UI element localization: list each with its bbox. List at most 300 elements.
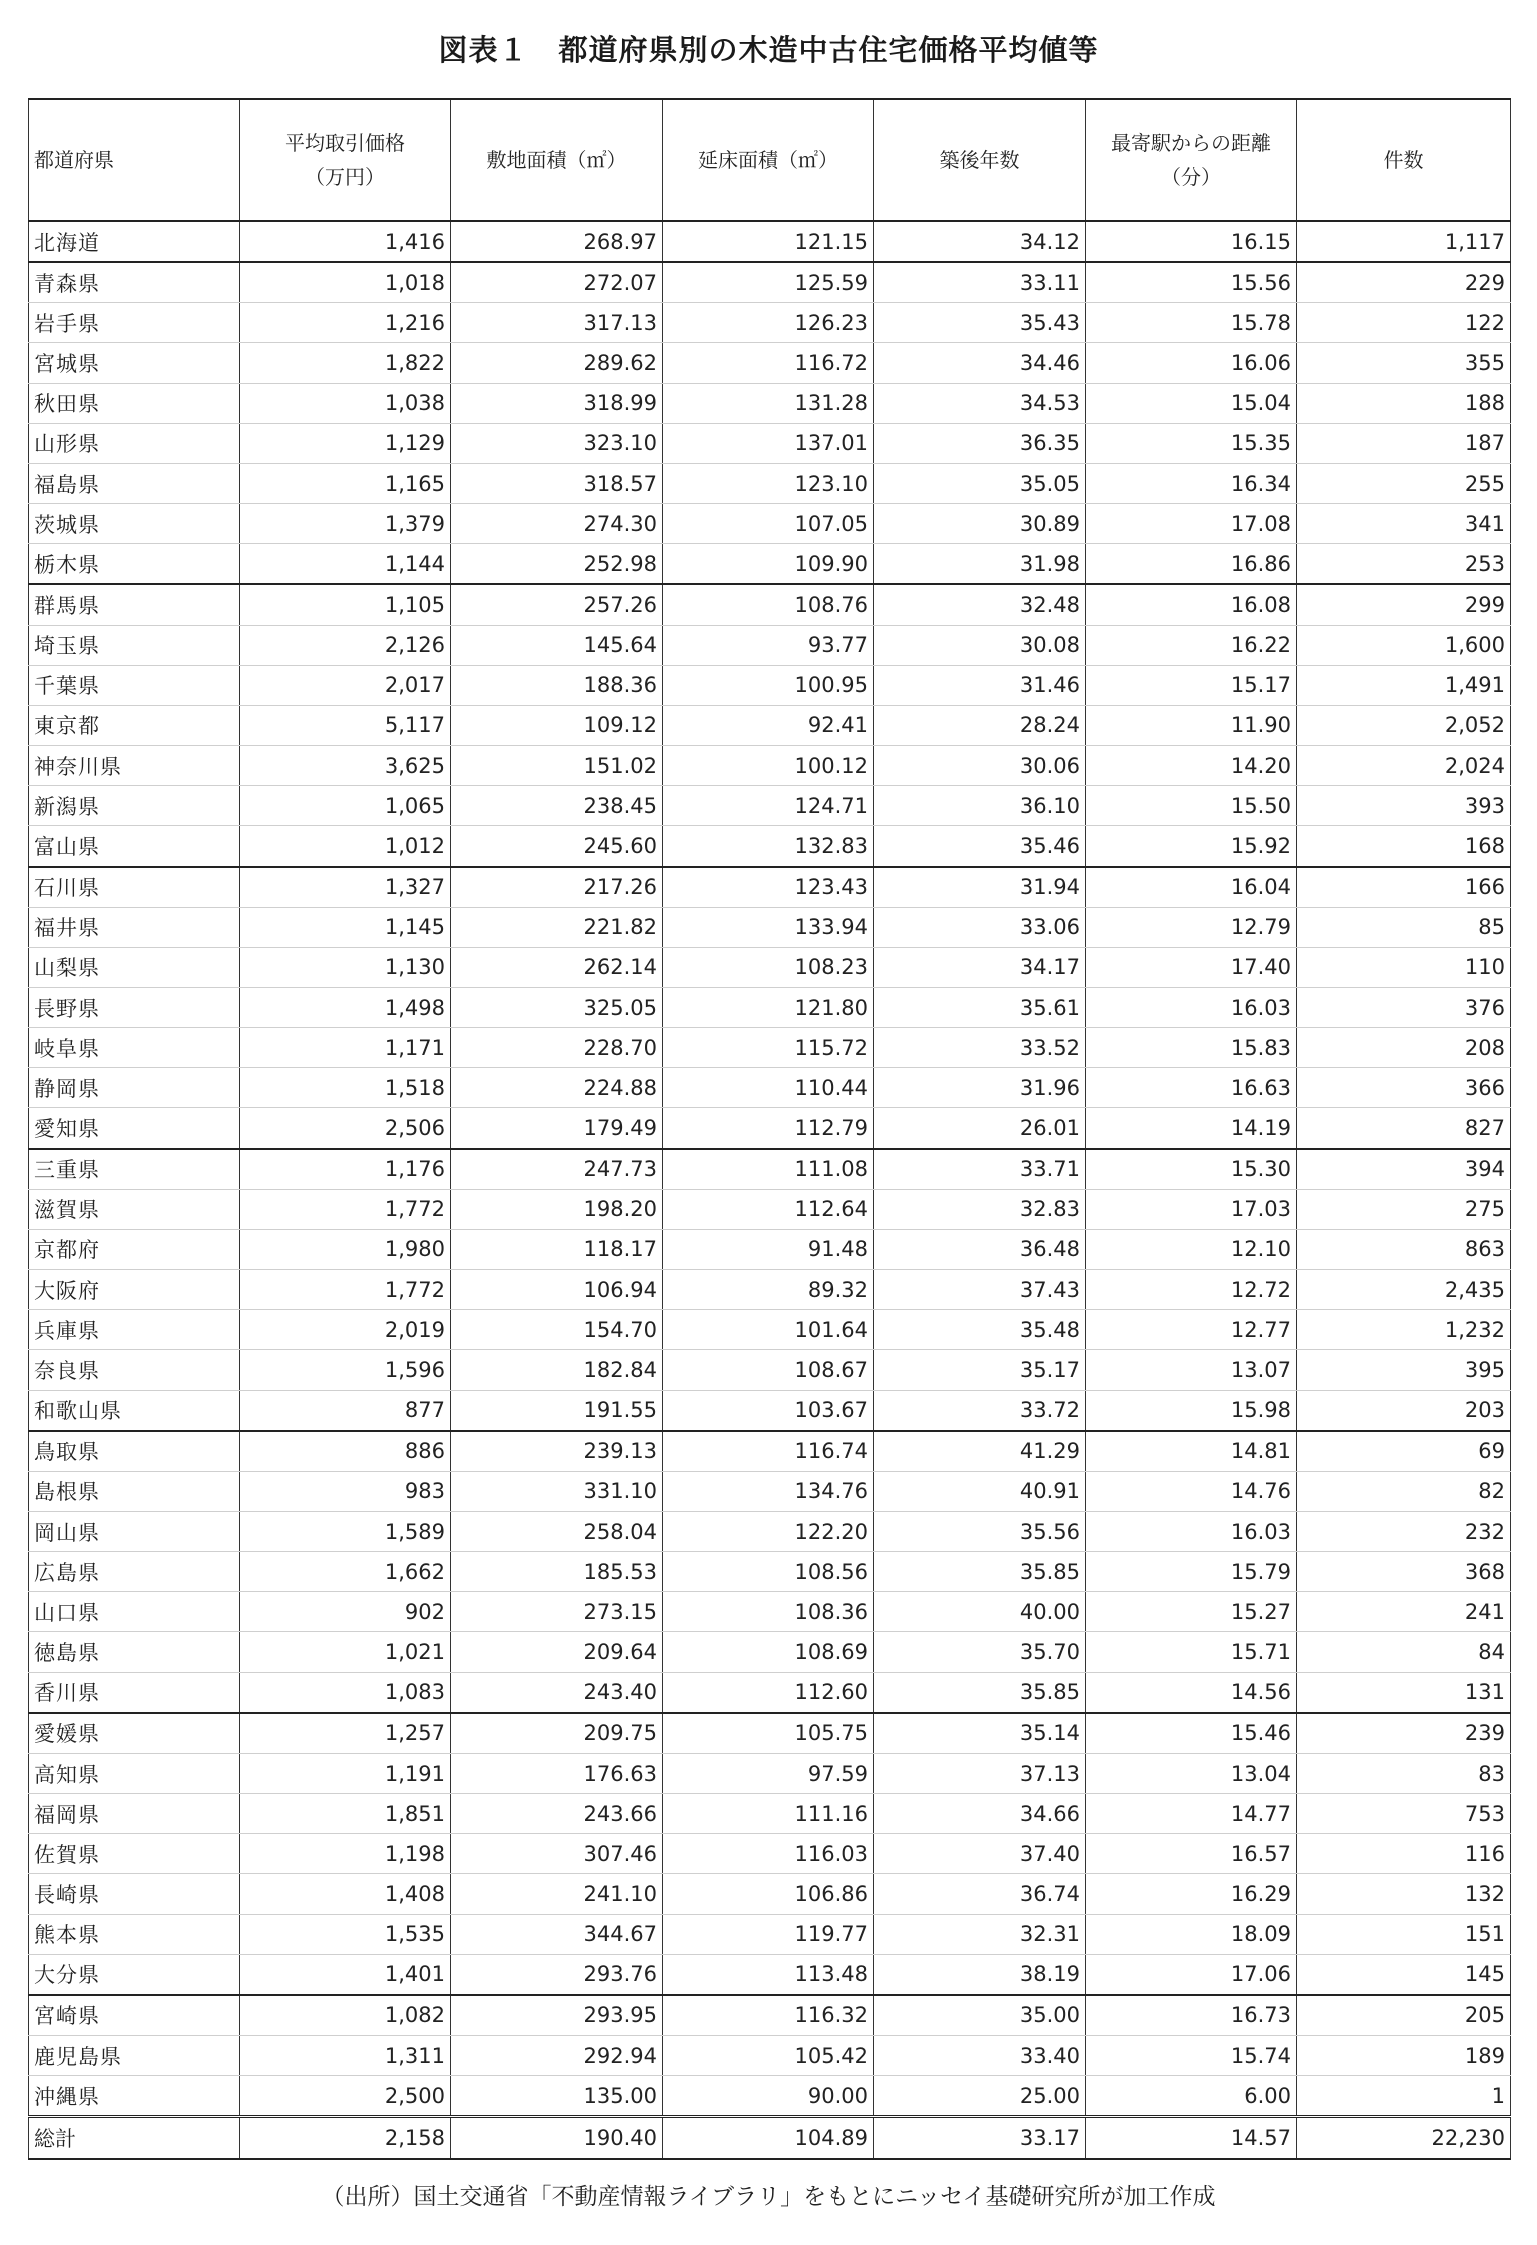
cell-prefecture-name: 佐賀県 [29, 1834, 240, 1874]
cell-prefecture-name: 岐阜県 [29, 1028, 240, 1068]
table-row [29, 1753, 1511, 1793]
price-table [28, 98, 1511, 2160]
cell-station-distance: 16.15 [1086, 221, 1297, 262]
cell-prefecture-name: 新潟県 [29, 786, 240, 826]
cell-count: 393 [1297, 786, 1511, 826]
table-row [29, 1592, 1511, 1632]
cell-building-age: 38.19 [874, 1954, 1086, 1995]
cell-average-price: 1,327 [240, 867, 451, 908]
cell-count: 376 [1297, 987, 1511, 1027]
cell-land-area: 318.99 [451, 383, 663, 423]
cell-station-distance: 16.08 [1086, 584, 1297, 625]
cell-building-age: 40.91 [874, 1471, 1086, 1511]
cell-station-distance: 15.50 [1086, 786, 1297, 826]
cell-floor-area: 105.42 [663, 2036, 874, 2076]
cell-building-age: 34.46 [874, 343, 1086, 383]
table-body [29, 221, 1511, 2117]
table-row [29, 262, 1511, 303]
cell-average-price: 1,662 [240, 1552, 451, 1592]
cell-average-price: 2,017 [240, 665, 451, 705]
cell-average-price: 1,535 [240, 1914, 451, 1954]
cell-average-price: 1,198 [240, 1834, 451, 1874]
cell-prefecture-name: 福井県 [29, 907, 240, 947]
cell-prefecture-name: 愛知県 [29, 1108, 240, 1149]
table-row [29, 1028, 1511, 1068]
cell-building-age: 34.66 [874, 1794, 1086, 1834]
cell-prefecture-name: 鹿児島県 [29, 2036, 240, 2076]
cell-count: 189 [1297, 2036, 1511, 2076]
cell-average-price: 1,129 [240, 423, 451, 463]
cell-building-age: 40.00 [874, 1592, 1086, 1632]
cell-building-age: 33.06 [874, 907, 1086, 947]
cell-average-price: 877 [240, 1390, 451, 1431]
cell-land-area: 106.94 [451, 1270, 663, 1310]
cell-count: 145 [1297, 1954, 1511, 1995]
cell-floor-area: 134.76 [663, 1471, 874, 1511]
cell-prefecture-name: 東京都 [29, 705, 240, 745]
cell-floor-area: 116.74 [663, 1431, 874, 1472]
cell-building-age: 32.48 [874, 584, 1086, 625]
cell-land-area: 198.20 [451, 1189, 663, 1229]
cell-land-area: 239.13 [451, 1431, 663, 1472]
cell-land-area: 221.82 [451, 907, 663, 947]
cell-building-age: 26.01 [874, 1108, 1086, 1149]
cell-building-age: 33.71 [874, 1149, 1086, 1190]
total-label: 総計 [29, 2117, 240, 2160]
cell-land-area: 274.30 [451, 504, 663, 544]
cell-prefecture-name: 石川県 [29, 867, 240, 908]
cell-floor-area: 91.48 [663, 1229, 874, 1269]
table-row [29, 907, 1511, 947]
cell-building-age: 28.24 [874, 705, 1086, 745]
cell-land-area: 224.88 [451, 1068, 663, 1108]
cell-land-area: 289.62 [451, 343, 663, 383]
cell-station-distance: 17.03 [1086, 1189, 1297, 1229]
cell-station-distance: 15.27 [1086, 1592, 1297, 1632]
cell-floor-area: 108.76 [663, 584, 874, 625]
cell-average-price: 1,401 [240, 1954, 451, 1995]
cell-land-area: 182.84 [451, 1350, 663, 1390]
cell-land-area: 217.26 [451, 867, 663, 908]
header-row [29, 99, 1511, 221]
cell-prefecture-name: 京都府 [29, 1229, 240, 1269]
cell-prefecture-name: 静岡県 [29, 1068, 240, 1108]
cell-count: 239 [1297, 1713, 1511, 1754]
table-row [29, 867, 1511, 908]
cell-station-distance: 15.92 [1086, 826, 1297, 867]
table-row [29, 1270, 1511, 1310]
cell-average-price: 1,038 [240, 383, 451, 423]
cell-count: 368 [1297, 1552, 1511, 1592]
cell-station-distance: 13.04 [1086, 1753, 1297, 1793]
cell-average-price: 1,165 [240, 463, 451, 503]
cell-average-price: 1,130 [240, 947, 451, 987]
cell-prefecture-name: 北海道 [29, 221, 240, 262]
cell-count: 116 [1297, 1834, 1511, 1874]
total-count: 22,230 [1297, 2117, 1511, 2160]
cell-floor-area: 107.05 [663, 504, 874, 544]
cell-station-distance: 15.78 [1086, 303, 1297, 343]
column-header-building-age: 築後年数 [874, 99, 1086, 221]
total-station-distance: 14.57 [1086, 2117, 1297, 2160]
cell-prefecture-name: 山口県 [29, 1592, 240, 1632]
cell-average-price: 2,126 [240, 625, 451, 665]
cell-count: 299 [1297, 584, 1511, 625]
cell-count: 122 [1297, 303, 1511, 343]
total-average-price: 2,158 [240, 2117, 451, 2160]
cell-floor-area: 109.90 [663, 544, 874, 585]
cell-count: 232 [1297, 1512, 1511, 1552]
cell-floor-area: 122.20 [663, 1512, 874, 1552]
cell-prefecture-name: 茨城県 [29, 504, 240, 544]
table-row [29, 1512, 1511, 1552]
cell-land-area: 262.14 [451, 947, 663, 987]
cell-land-area: 176.63 [451, 1753, 663, 1793]
cell-building-age: 33.52 [874, 1028, 1086, 1068]
cell-building-age: 31.46 [874, 665, 1086, 705]
table-row [29, 1874, 1511, 1914]
cell-prefecture-name: 岡山県 [29, 1512, 240, 1552]
column-header-station-distance: 最寄駅からの距離 （分） [1086, 99, 1297, 221]
cell-floor-area: 108.67 [663, 1350, 874, 1390]
cell-floor-area: 106.86 [663, 1874, 874, 1914]
cell-average-price: 3,625 [240, 746, 451, 786]
table-footer [29, 2117, 1511, 2160]
cell-count: 229 [1297, 262, 1511, 303]
cell-floor-area: 133.94 [663, 907, 874, 947]
cell-building-age: 36.10 [874, 786, 1086, 826]
cell-station-distance: 15.79 [1086, 1552, 1297, 1592]
cell-land-area: 228.70 [451, 1028, 663, 1068]
total-floor-area: 104.89 [663, 2117, 874, 2160]
cell-land-area: 243.40 [451, 1672, 663, 1713]
cell-prefecture-name: 福島県 [29, 463, 240, 503]
cell-land-area: 154.70 [451, 1310, 663, 1350]
cell-building-age: 30.06 [874, 746, 1086, 786]
table-row [29, 1794, 1511, 1834]
cell-count: 83 [1297, 1753, 1511, 1793]
cell-count: 205 [1297, 1995, 1511, 2036]
cell-count: 84 [1297, 1632, 1511, 1672]
cell-land-area: 317.13 [451, 303, 663, 343]
column-header-floor-area: 延床面積（㎡） [663, 99, 874, 221]
cell-count: 132 [1297, 1874, 1511, 1914]
cell-average-price: 902 [240, 1592, 451, 1632]
cell-station-distance: 14.56 [1086, 1672, 1297, 1713]
cell-station-distance: 12.79 [1086, 907, 1297, 947]
cell-building-age: 36.48 [874, 1229, 1086, 1269]
table-row [29, 1310, 1511, 1350]
cell-floor-area: 90.00 [663, 2076, 874, 2117]
cell-count: 208 [1297, 1028, 1511, 1068]
cell-floor-area: 121.15 [663, 221, 874, 262]
cell-floor-area: 101.64 [663, 1310, 874, 1350]
cell-floor-area: 137.01 [663, 423, 874, 463]
cell-count: 168 [1297, 826, 1511, 867]
cell-prefecture-name: 徳島県 [29, 1632, 240, 1672]
cell-average-price: 1,518 [240, 1068, 451, 1108]
cell-land-area: 268.97 [451, 221, 663, 262]
cell-count: 203 [1297, 1390, 1511, 1431]
cell-prefecture-name: 長野県 [29, 987, 240, 1027]
column-header-average-price: 平均取引価格 （万円） [240, 99, 451, 221]
cell-average-price: 1,171 [240, 1028, 451, 1068]
cell-station-distance: 15.46 [1086, 1713, 1297, 1754]
cell-station-distance: 6.00 [1086, 2076, 1297, 2117]
cell-count: 753 [1297, 1794, 1511, 1834]
cell-prefecture-name: 三重県 [29, 1149, 240, 1190]
cell-building-age: 31.98 [874, 544, 1086, 585]
cell-average-price: 1,083 [240, 1672, 451, 1713]
column-header-land-area: 敷地面積（㎡） [451, 99, 663, 221]
table-row [29, 221, 1511, 262]
cell-average-price: 1,082 [240, 1995, 451, 2036]
cell-building-age: 37.13 [874, 1753, 1086, 1793]
cell-floor-area: 108.69 [663, 1632, 874, 1672]
cell-floor-area: 123.43 [663, 867, 874, 908]
cell-floor-area: 105.75 [663, 1713, 874, 1754]
cell-land-area: 185.53 [451, 1552, 663, 1592]
table-row [29, 786, 1511, 826]
cell-land-area: 273.15 [451, 1592, 663, 1632]
table-row [29, 1471, 1511, 1511]
cell-building-age: 34.17 [874, 947, 1086, 987]
cell-land-area: 344.67 [451, 1914, 663, 1954]
cell-count: 1,232 [1297, 1310, 1511, 1350]
table-row [29, 625, 1511, 665]
cell-average-price: 1,980 [240, 1229, 451, 1269]
total-land-area: 190.40 [451, 2117, 663, 2160]
cell-prefecture-name: 秋田県 [29, 383, 240, 423]
cell-average-price: 1,105 [240, 584, 451, 625]
cell-land-area: 247.73 [451, 1149, 663, 1190]
cell-station-distance: 16.03 [1086, 1512, 1297, 1552]
cell-floor-area: 125.59 [663, 262, 874, 303]
cell-land-area: 307.46 [451, 1834, 663, 1874]
cell-station-distance: 14.19 [1086, 1108, 1297, 1149]
cell-floor-area: 119.77 [663, 1914, 874, 1954]
cell-building-age: 31.94 [874, 867, 1086, 908]
cell-prefecture-name: 福岡県 [29, 1794, 240, 1834]
cell-average-price: 1,311 [240, 2036, 451, 2076]
cell-station-distance: 15.35 [1086, 423, 1297, 463]
cell-land-area: 272.07 [451, 262, 663, 303]
cell-building-age: 34.12 [874, 221, 1086, 262]
cell-prefecture-name: 滋賀県 [29, 1189, 240, 1229]
table-row [29, 1108, 1511, 1149]
cell-average-price: 1,772 [240, 1189, 451, 1229]
table-row [29, 1954, 1511, 1995]
cell-average-price: 886 [240, 1431, 451, 1472]
cell-land-area: 151.02 [451, 746, 663, 786]
cell-station-distance: 15.71 [1086, 1632, 1297, 1672]
cell-floor-area: 116.72 [663, 343, 874, 383]
cell-prefecture-name: 群馬県 [29, 584, 240, 625]
table-row [29, 1068, 1511, 1108]
cell-count: 151 [1297, 1914, 1511, 1954]
cell-count: 69 [1297, 1431, 1511, 1472]
cell-floor-area: 108.56 [663, 1552, 874, 1592]
cell-prefecture-name: 宮崎県 [29, 1995, 240, 2036]
cell-average-price: 5,117 [240, 705, 451, 745]
cell-land-area: 293.95 [451, 1995, 663, 2036]
cell-land-area: 118.17 [451, 1229, 663, 1269]
cell-floor-area: 110.44 [663, 1068, 874, 1108]
cell-station-distance: 12.77 [1086, 1310, 1297, 1350]
page-title: 図表１ 都道府県別の木造中古住宅価格平均値等 [438, 33, 1099, 67]
cell-count: 253 [1297, 544, 1511, 585]
total-row [29, 2117, 1511, 2160]
cell-floor-area: 116.32 [663, 1995, 874, 2036]
cell-station-distance: 15.30 [1086, 1149, 1297, 1190]
column-header-prefecture: 都道府県 [29, 99, 240, 221]
cell-average-price: 1,191 [240, 1753, 451, 1793]
cell-average-price: 1,018 [240, 262, 451, 303]
table-row [29, 665, 1511, 705]
cell-floor-area: 121.80 [663, 987, 874, 1027]
cell-station-distance: 11.90 [1086, 705, 1297, 745]
cell-station-distance: 13.07 [1086, 1350, 1297, 1390]
cell-station-distance: 14.77 [1086, 1794, 1297, 1834]
cell-count: 255 [1297, 463, 1511, 503]
cell-station-distance: 17.06 [1086, 1954, 1297, 1995]
cell-average-price: 2,506 [240, 1108, 451, 1149]
cell-prefecture-name: 大阪府 [29, 1270, 240, 1310]
cell-count: 1 [1297, 2076, 1511, 2117]
cell-floor-area: 116.03 [663, 1834, 874, 1874]
cell-floor-area: 111.16 [663, 1794, 874, 1834]
cell-floor-area: 108.23 [663, 947, 874, 987]
table-row [29, 1834, 1511, 1874]
cell-floor-area: 124.71 [663, 786, 874, 826]
cell-building-age: 37.40 [874, 1834, 1086, 1874]
cell-count: 395 [1297, 1350, 1511, 1390]
cell-prefecture-name: 沖縄県 [29, 2076, 240, 2117]
cell-land-area: 209.64 [451, 1632, 663, 1672]
table-row [29, 1350, 1511, 1390]
table-row [29, 1672, 1511, 1713]
table-row [29, 1713, 1511, 1754]
table-row [29, 544, 1511, 585]
cell-count: 341 [1297, 504, 1511, 544]
cell-land-area: 241.10 [451, 1874, 663, 1914]
cell-building-age: 34.53 [874, 383, 1086, 423]
cell-land-area: 191.55 [451, 1390, 663, 1431]
cell-average-price: 2,500 [240, 2076, 451, 2117]
table-row [29, 746, 1511, 786]
cell-station-distance: 15.17 [1086, 665, 1297, 705]
cell-station-distance: 16.63 [1086, 1068, 1297, 1108]
cell-building-age: 35.05 [874, 463, 1086, 503]
cell-land-area: 293.76 [451, 1954, 663, 1995]
cell-building-age: 35.00 [874, 1995, 1086, 2036]
table-row [29, 463, 1511, 503]
cell-prefecture-name: 富山県 [29, 826, 240, 867]
cell-prefecture-name: 高知県 [29, 1753, 240, 1793]
cell-count: 394 [1297, 1149, 1511, 1190]
cell-land-area: 243.66 [451, 1794, 663, 1834]
cell-building-age: 35.48 [874, 1310, 1086, 1350]
cell-building-age: 31.96 [874, 1068, 1086, 1108]
table-row [29, 383, 1511, 423]
cell-station-distance: 16.06 [1086, 343, 1297, 383]
cell-land-area: 209.75 [451, 1713, 663, 1754]
table-row [29, 1914, 1511, 1954]
cell-building-age: 30.08 [874, 625, 1086, 665]
cell-land-area: 245.60 [451, 826, 663, 867]
cell-average-price: 1,822 [240, 343, 451, 383]
table-row [29, 584, 1511, 625]
cell-floor-area: 92.41 [663, 705, 874, 745]
cell-count: 2,024 [1297, 746, 1511, 786]
cell-building-age: 30.89 [874, 504, 1086, 544]
cell-floor-area: 111.08 [663, 1149, 874, 1190]
cell-floor-area: 93.77 [663, 625, 874, 665]
table-header [29, 99, 1511, 221]
source-note: （出所）国土交通省「不動産情報ライブラリ」をもとにニッセイ基礎研究所が加工作成 [321, 2184, 1216, 2210]
cell-building-age: 36.74 [874, 1874, 1086, 1914]
table-row [29, 1390, 1511, 1431]
cell-average-price: 1,498 [240, 987, 451, 1027]
cell-average-price: 1,589 [240, 1512, 451, 1552]
cell-station-distance: 16.57 [1086, 1834, 1297, 1874]
cell-count: 188 [1297, 383, 1511, 423]
cell-count: 827 [1297, 1108, 1511, 1149]
table-row [29, 1431, 1511, 1472]
table-row [29, 947, 1511, 987]
table-row [29, 1995, 1511, 2036]
cell-floor-area: 100.95 [663, 665, 874, 705]
cell-floor-area: 112.60 [663, 1672, 874, 1713]
cell-floor-area: 108.36 [663, 1592, 874, 1632]
cell-station-distance: 15.74 [1086, 2036, 1297, 2076]
cell-land-area: 188.36 [451, 665, 663, 705]
cell-count: 110 [1297, 947, 1511, 987]
cell-station-distance: 15.56 [1086, 262, 1297, 303]
cell-count: 2,052 [1297, 705, 1511, 745]
cell-prefecture-name: 島根県 [29, 1471, 240, 1511]
table-row [29, 2036, 1511, 2076]
cell-land-area: 331.10 [451, 1471, 663, 1511]
cell-land-area: 252.98 [451, 544, 663, 585]
table-row [29, 1229, 1511, 1269]
cell-land-area: 258.04 [451, 1512, 663, 1552]
cell-floor-area: 131.28 [663, 383, 874, 423]
cell-floor-area: 115.72 [663, 1028, 874, 1068]
cell-average-price: 1,257 [240, 1713, 451, 1754]
cell-station-distance: 18.09 [1086, 1914, 1297, 1954]
cell-building-age: 35.14 [874, 1713, 1086, 1754]
cell-average-price: 1,065 [240, 786, 451, 826]
table-row [29, 343, 1511, 383]
cell-count: 275 [1297, 1189, 1511, 1229]
cell-land-area: 292.94 [451, 2036, 663, 2076]
table-row [29, 705, 1511, 745]
cell-station-distance: 16.03 [1086, 987, 1297, 1027]
cell-building-age: 33.40 [874, 2036, 1086, 2076]
cell-building-age: 35.43 [874, 303, 1086, 343]
cell-station-distance: 14.81 [1086, 1431, 1297, 1472]
table-row [29, 303, 1511, 343]
cell-count: 187 [1297, 423, 1511, 463]
cell-floor-area: 112.64 [663, 1189, 874, 1229]
cell-average-price: 1,145 [240, 907, 451, 947]
cell-average-price: 1,416 [240, 221, 451, 262]
total-building-age: 33.17 [874, 2117, 1086, 2160]
cell-average-price: 1,176 [240, 1149, 451, 1190]
cell-count: 166 [1297, 867, 1511, 908]
table-row [29, 987, 1511, 1027]
